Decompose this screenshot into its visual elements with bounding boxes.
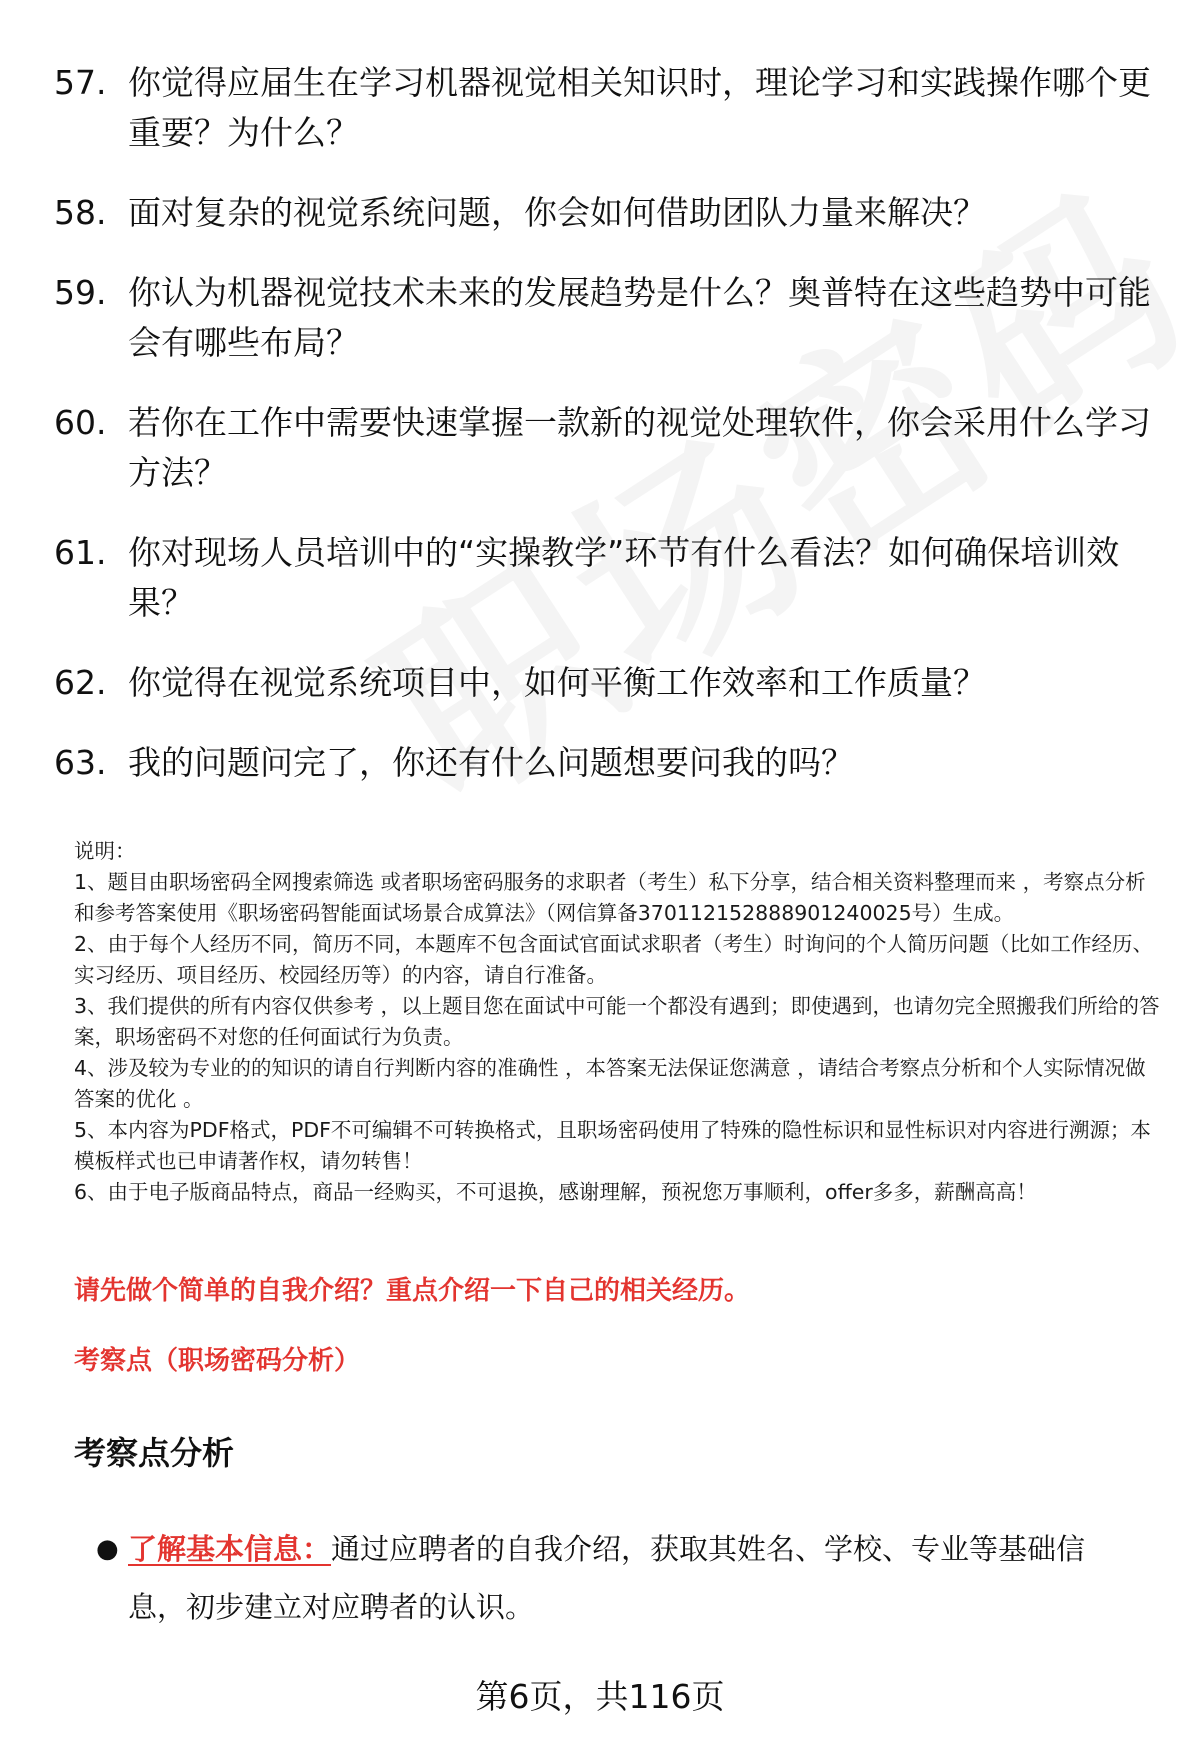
bullet-content bbox=[128, 1520, 1136, 1636]
note-item: 3、我们提供的所有内容仅供参考 ，以上题目您在面试中可能一个都没有遇到；即使遇到，也请勿完全照搬我们所给的答案，职场密码不对您的任何面试行为负责。 bbox=[74, 994, 1160, 1049]
notes-title: 说明： bbox=[74, 839, 136, 863]
bullet-dot-icon: ● bbox=[96, 1534, 119, 1564]
question-text: 面对复杂的视觉系统问题，你会如何借助团队力量来解决？ bbox=[128, 193, 986, 232]
question-number: 63. bbox=[54, 743, 107, 782]
question-item bbox=[54, 398, 1154, 498]
question-text: 我的问题问完了，你还有什么问题想要问我的吗？ bbox=[128, 743, 854, 782]
note-item: 4、涉及较为专业的的知识的请自行判断内容的准确性 ，本答案无法保证您满意 ，请结合考察点分析和个人实际情况做答案的优化 。 bbox=[74, 1056, 1146, 1111]
question-text: 你认为机器视觉技术未来的发展趋势是什么？奥普特在这些趋势中可能会有哪些布局？ bbox=[128, 273, 1151, 362]
analysis-bullet bbox=[96, 1520, 1136, 1636]
question-text: 你觉得在视觉系统项目中，如何平衡工作效率和工作质量？ bbox=[128, 663, 986, 702]
question-item bbox=[54, 658, 1154, 708]
question-item bbox=[54, 738, 1154, 788]
analysis-heading: 考察点分析 bbox=[74, 1434, 235, 1472]
interview-question-title: 请先做个简单的自我介绍？重点介绍一下自己的相关经历。 bbox=[74, 1276, 751, 1306]
question-item bbox=[54, 58, 1154, 158]
question-item bbox=[54, 188, 1154, 238]
question-text: 你觉得应届生在学习机器视觉相关知识时，理论学习和实践操作哪个更重要？为什么？ bbox=[128, 63, 1151, 152]
page-footer: 第6页，共116页 bbox=[475, 1677, 725, 1716]
question-text: 你对现场人员培训中的“实操教学”环节有什么看法？如何确保培训效果？ bbox=[128, 533, 1120, 622]
question-number: 60. bbox=[54, 403, 107, 442]
question-list bbox=[54, 58, 1154, 818]
question-number: 58. bbox=[54, 193, 107, 232]
bullet-text: 通过应聘者的自我介绍，获取其姓名、学校、专业等基础信息，初步建立对应聘者的认识。 bbox=[128, 1532, 1086, 1624]
notes-block bbox=[74, 836, 1164, 1208]
question-number: 59. bbox=[54, 273, 107, 312]
question-text: 若你在工作中需要快速掌握一款新的视觉处理软件，你会采用什么学习方法？ bbox=[128, 403, 1151, 492]
note-item: 5、本内容为PDF格式，PDF不可编辑不可转换格式，且职场密码使用了特殊的隐性标识和显性标识对内容进行溯源；本模板样式也已申请著作权，请勿转售！ bbox=[74, 1118, 1151, 1173]
note-item: 2、由于每个人经历不同，简历不同，本题库不包含面试官面试求职者（考生）时询问的个人简历问题（比如工作经历、实习经历、项目经历、校园经历等）的内容，请自行准备。 bbox=[74, 932, 1154, 987]
question-number: 57. bbox=[54, 63, 107, 102]
question-number: 61. bbox=[54, 533, 107, 572]
note-item: 1、题目由职场密码全网搜索筛选 或者职场密码服务的求职者（考生）私下分享，结合相关资料整理而来 ，考察点分析和参考答案使用《职场密码智能面试场景合成算法》（网信算备370112152888901240025号）生成。 bbox=[74, 870, 1146, 925]
analysis-label: 考察点（职场密码分析） bbox=[74, 1346, 361, 1376]
note-item: 6、由于电子版商品特点，商品一经购买，不可退换，感谢理解，预祝您万事顺利，offer多多，薪酬高高！ bbox=[74, 1180, 1037, 1204]
question-number: 62. bbox=[54, 663, 107, 702]
question-item bbox=[54, 268, 1154, 368]
bullet-label: 了解基本信息： bbox=[128, 1532, 332, 1566]
question-item bbox=[54, 528, 1154, 628]
